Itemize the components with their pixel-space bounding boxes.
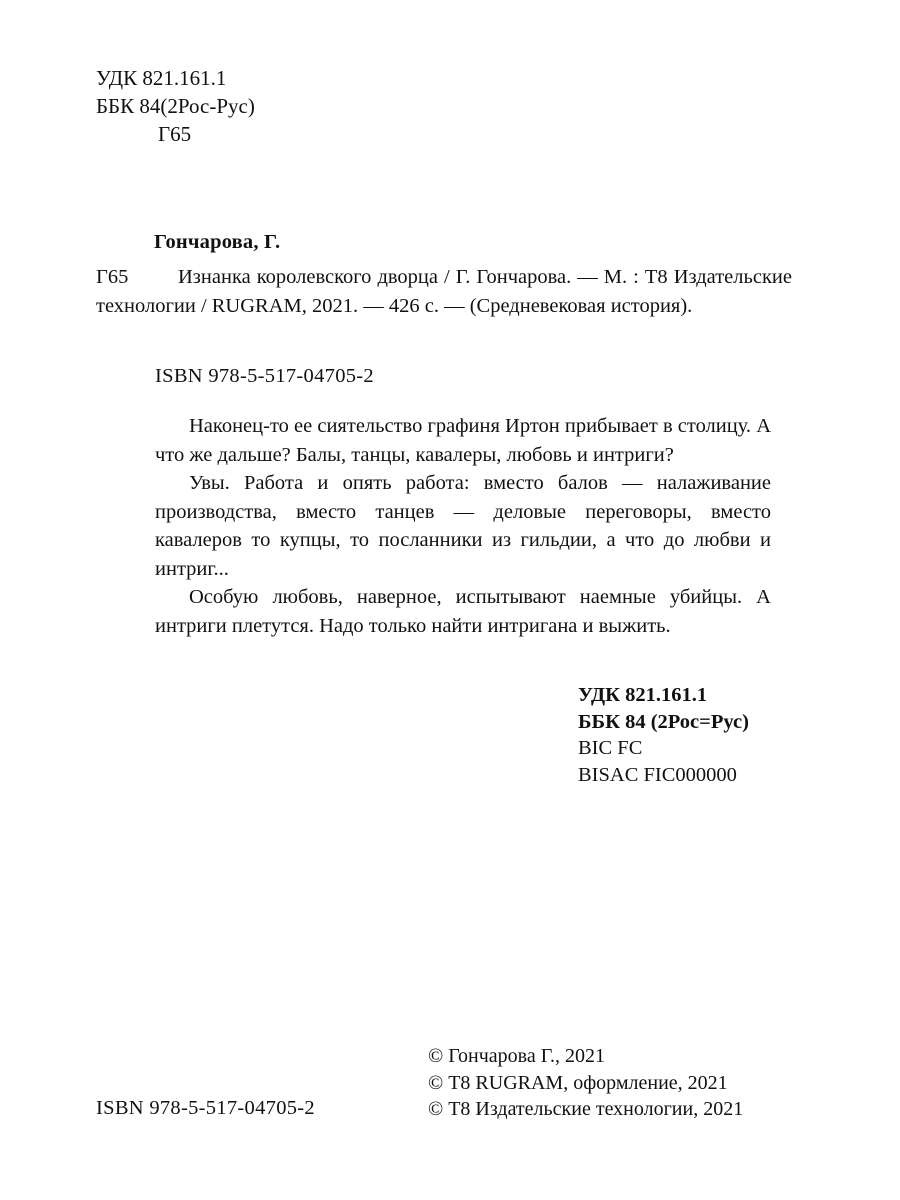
bisac-code: BISAC FIC000000 (578, 763, 737, 786)
record-shelf-mark: Г65 (96, 266, 129, 288)
copyright-line-1: © Гончарова Г., 2021 (428, 1045, 606, 1067)
udk-code-top: УДК 821.161.1 (96, 66, 227, 90)
copyright-line-3: © Т8 Издательские технологии, 2021 (428, 1098, 744, 1120)
bibliographic-record (96, 228, 792, 321)
record-description: Изнанка королевского дворца / Г. Гончарова. — М. : Т8 Издательские технологии / RUGRAM, 2021. — 426 с. — (Средневековая история). (96, 266, 792, 317)
bbk-code-top: ББК 84(2Рос-Рус) (96, 94, 255, 118)
udk-code-bottom: УДК 821.161.1 (578, 684, 708, 706)
annotation-paragraph-3: Особую любовь, наверное, испытывают наемные убийцы. А интриги плетутся. Надо только найти интригана и выжить. (155, 586, 771, 637)
copyright-block (428, 1043, 743, 1123)
record-author: Гончарова, Г. (154, 231, 281, 253)
copyright-line-2: © Т8 RUGRAM, оформление, 2021 (428, 1071, 728, 1094)
author-sign-top: Г65 (158, 122, 192, 146)
annotation-paragraph-1: Наконец-то ее сиятельство графиня Иртон прибывает в столицу. А что же дальше? Балы, танцы, кавалеры, любовь и интриги? (155, 415, 771, 466)
annotation-paragraph-2: Увы. Работа и опять работа: вместо балов — налаживание производства, вместо танцев — деловые переговоры, вместо кавалеров то купцы, то посланники из гильдии, а что до любви и интриг... (155, 472, 771, 580)
record-description-wrap (96, 263, 792, 321)
classification-block-top (96, 64, 255, 148)
bbk-code-bottom: ББК 84 (2Рос=Рус) (578, 710, 749, 733)
classification-block-bottom (578, 682, 749, 788)
isbn-top: ISBN 978-5-517-04705-2 (155, 365, 374, 387)
isbn-bottom: ISBN 978-5-517-04705-2 (96, 1097, 315, 1119)
annotation-block (155, 412, 771, 640)
bic-code: BIC FC (578, 737, 643, 759)
